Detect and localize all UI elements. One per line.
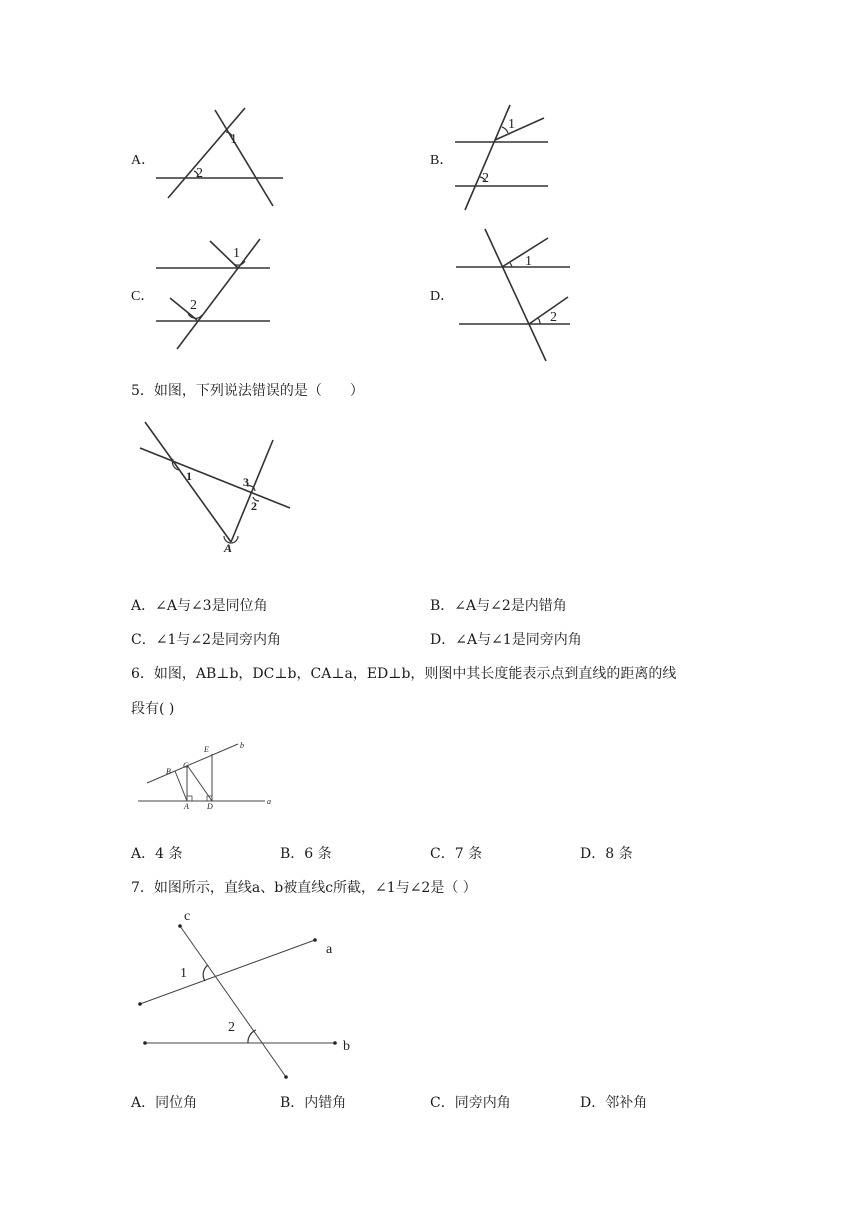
q7-stem: 7．如图所示，直线a、b被直线c所截，∠1与∠2是（ ） — [131, 880, 477, 896]
point-b-label: B — [166, 767, 171, 776]
option-a-letter: A． — [131, 153, 156, 168]
q7-figure — [130, 905, 365, 1085]
option-d-letter: D． — [430, 289, 455, 304]
q5-option-c: C．∠1与∠2是同旁内角 — [131, 632, 281, 648]
q5-option-b: B．∠A与∠2是内错角 — [430, 598, 567, 614]
angle-2-label: 2 — [251, 499, 257, 513]
line-a-label: a — [267, 797, 271, 806]
q5-option-d: D．∠A与∠1是同旁内角 — [430, 632, 582, 648]
q5-figure — [135, 418, 295, 558]
angle-2-label: 2 — [482, 171, 489, 186]
point-a-label: A — [224, 541, 233, 555]
q6-option-a: A．4 条 — [131, 846, 183, 862]
angle-1-label: 1 — [233, 246, 240, 261]
line-a-label: a — [326, 942, 333, 957]
point-d-label: D — [207, 802, 213, 811]
q7-option-b: B．内错角 — [280, 1095, 347, 1111]
angle-1-label: 1 — [230, 132, 237, 147]
q6-option-b: B．6 条 — [280, 846, 332, 862]
q5-stem: 5．如图，下列说法错误的是（ ） — [131, 383, 364, 399]
line-b-label: b — [240, 741, 244, 750]
angle-2-label: 2 — [196, 166, 203, 181]
q7-option-c: C．同旁内角 — [430, 1095, 511, 1111]
point-a-label: A — [184, 802, 189, 811]
q5-option-a: A．∠A与∠3是同位角 — [131, 598, 268, 614]
option-c-figure — [150, 235, 280, 353]
angle-1-label: 1 — [180, 966, 187, 981]
line-b-label: b — [343, 1039, 350, 1054]
angle-1-label: 1 — [525, 254, 532, 269]
q7-option-a: A．同位角 — [131, 1095, 198, 1111]
q6-stem-line2: 段有( ) — [131, 701, 175, 717]
angle-2-label: 2 — [550, 310, 557, 325]
angle-2-label: 2 — [190, 298, 197, 313]
line-c-label: c — [184, 909, 191, 924]
q6-option-d: D．8 条 — [580, 846, 633, 862]
option-d-figure — [450, 225, 580, 365]
q6-figure — [135, 738, 280, 813]
angle-2-label: 2 — [228, 1020, 235, 1035]
angle-1-label: 1 — [508, 117, 515, 132]
point-c-label: C — [183, 761, 189, 770]
angle-1-label: 1 — [186, 469, 192, 483]
q6-option-c: C．7 条 — [430, 846, 483, 862]
point-e-label: E — [204, 745, 209, 754]
angle-3-label: 3 — [243, 475, 249, 489]
q7-option-d: D．邻补角 — [580, 1095, 648, 1111]
option-b-figure — [450, 100, 560, 215]
option-b-letter: B． — [430, 153, 454, 168]
option-a-figure — [150, 105, 290, 210]
option-c-letter: C． — [131, 289, 155, 304]
q6-stem-line1: 6．如图，AB⊥b，DC⊥b，CA⊥a，ED⊥b，则图中其长度能表示点到直线的距离的线 — [131, 666, 677, 682]
